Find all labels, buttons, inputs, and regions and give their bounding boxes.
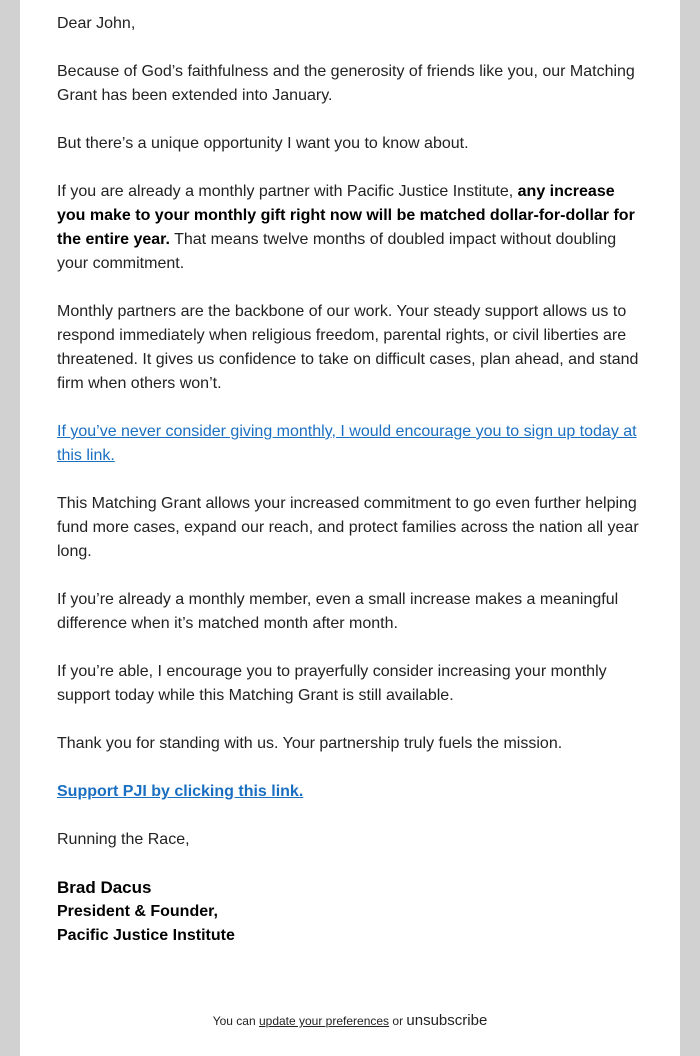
paragraph-2: But there’s a unique opportunity I want you to know about. (57, 135, 469, 152)
signature-org: Pacific Justice Institute (57, 927, 235, 944)
paragraph-3-end: That means twelve months of doubled impact without doubling your commitment. (57, 231, 617, 272)
footer-prefix: You can (212, 1014, 259, 1028)
cta-paragraph (57, 780, 647, 804)
paragraph-7: If you’re able, I encourage you to prayerfully consider increasing your monthly support today while this Matching Grant is still available. (57, 663, 607, 704)
email-page (20, 0, 680, 1056)
signature-name: Brad Dacus (57, 878, 152, 897)
paragraph-5: This Matching Grant allows your increased commitment to go even further helping fund more cases, expand our reach, and protect families across the nation all year long. (57, 495, 639, 560)
update-preferences-link[interactable]: update your preferences (258, 1014, 390, 1028)
footer-middle: or (389, 1014, 407, 1028)
signature-title: President & Founder, (57, 903, 218, 920)
closing: Running the Race, (57, 831, 190, 848)
paragraph-1: Because of God’s faithfulness and the generosity of friends like you, our Matching Grant has been extended into January. (57, 63, 635, 104)
paragraph-3-bold: any increase you make to your monthly gift right now will be matched dollar-for-dollar for the entire year. (57, 183, 635, 248)
support-pji-link[interactable]: Support PJI by clicking this link. (57, 783, 304, 800)
paragraph-4: Monthly partners are the backbone of our work. Your steady support allows us to respond immediately when religious freedom, parental rights, or civil liberties are threatened. It gives us confidence to take on difficult cases, plan ahead, and stand firm when others won’t. (57, 303, 639, 392)
email-footer (20, 1012, 680, 1029)
signature-block (57, 876, 647, 948)
paragraph-8: Thank you for standing with us. Your partnership truly fuels the mission. (57, 735, 563, 752)
monthly-link-paragraph (57, 420, 647, 468)
paragraph-3-start: If you are already a monthly partner with Pacific Justice Institute, (57, 183, 518, 200)
monthly-giving-link[interactable]: If you’ve never consider giving monthly, I would encourage you to sign up today at this link. (57, 423, 637, 464)
letter-body (57, 12, 647, 948)
greeting: Dear John, (57, 15, 136, 32)
unsubscribe-link[interactable]: unsubscribe (406, 1012, 488, 1029)
paragraph-3 (57, 180, 647, 276)
paragraph-6: If you’re already a monthly member, even a small increase makes a meaningful difference when it’s matched month after month. (57, 591, 619, 632)
